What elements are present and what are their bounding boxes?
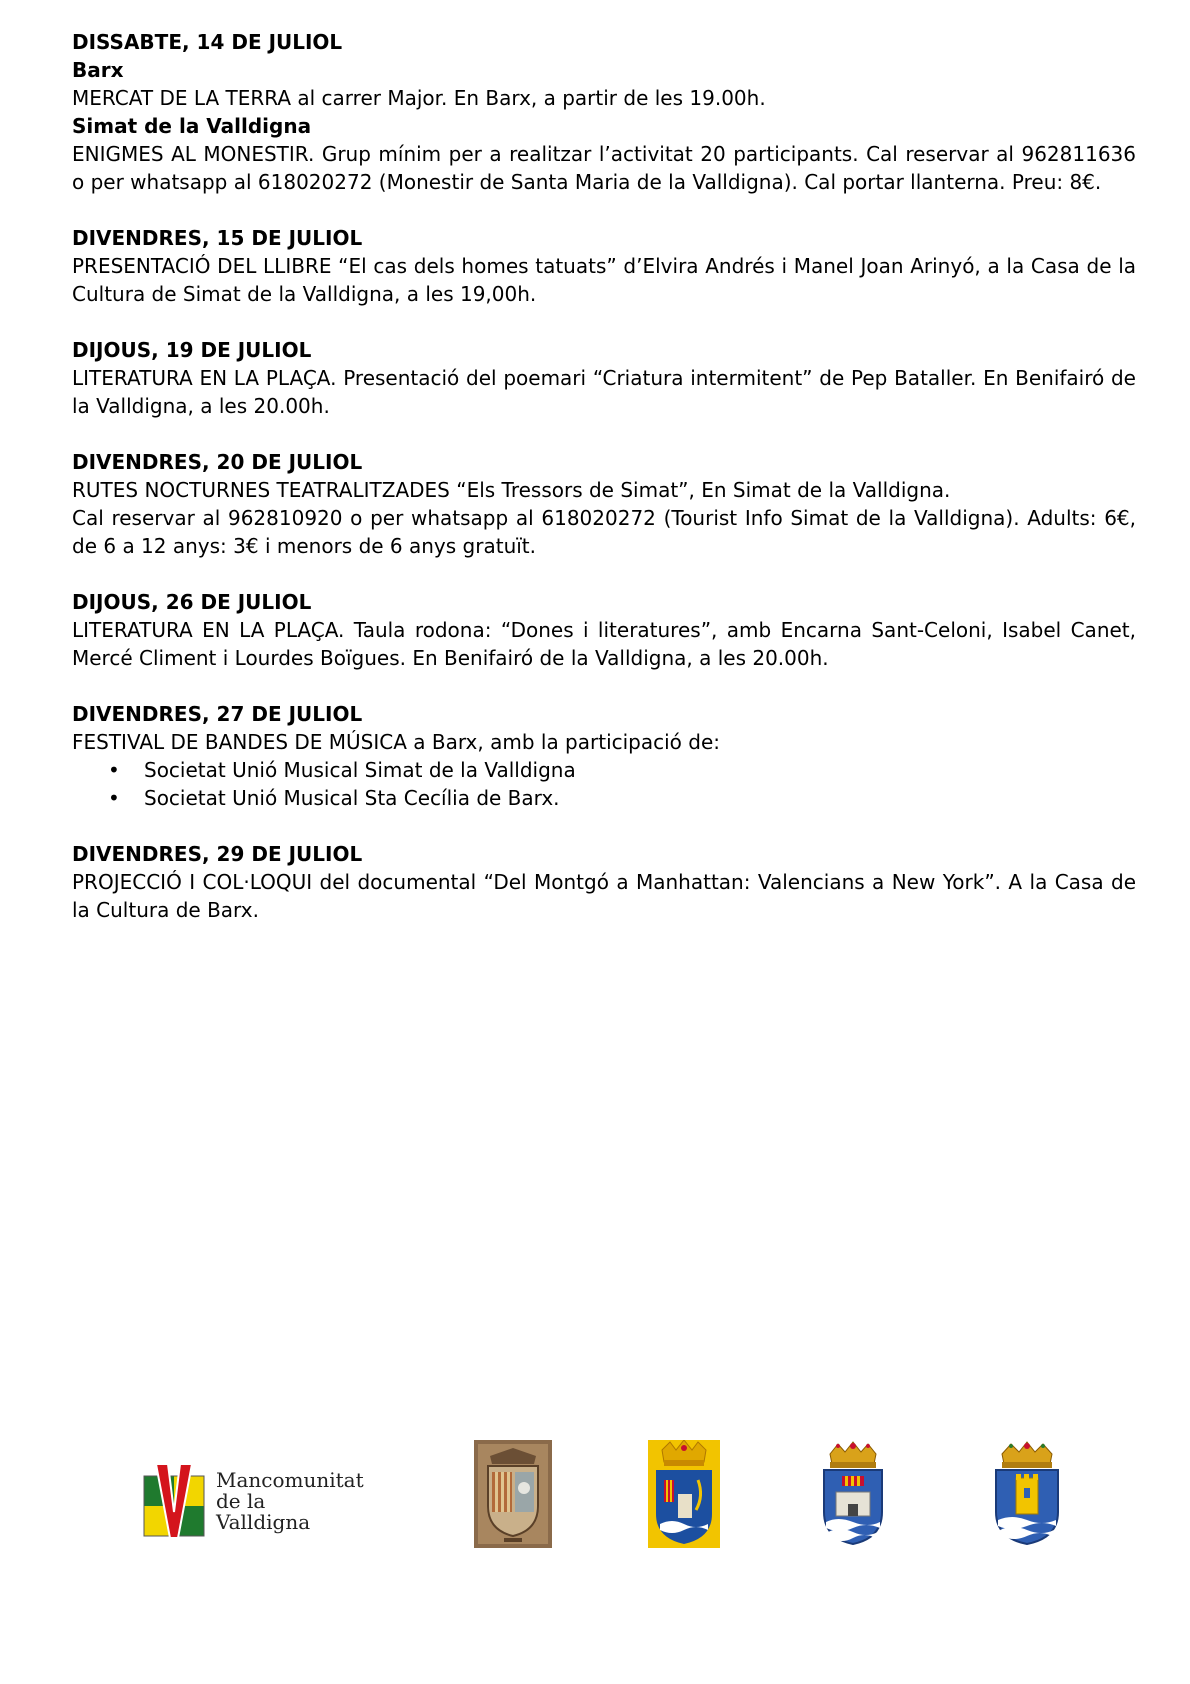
event-description: ENIGMES AL MONESTIR. Grup mínim per a realitzar l’activitat 20 participants. Cal reservar al 962811636 o per whatsapp al 618020272 (Monestir de Santa Maria de la Valldigna). Cal portar llanterna. Preu: 8€. [72,142,1136,194]
tavernes-shield-icon [990,1440,1064,1548]
event-description: PRESENTACIÓ DEL LLIBRE “El cas dels homes tatuats” d’Elvira Andrés i Manel Joan Arinyó, a la Casa de la Cultura de Simat de la Valldigna, a les 19,00h. [72,254,1136,306]
document-body [72,28,1136,952]
simat-shield-icon [648,1440,720,1548]
event-date: DIVENDRES, 29 DE JULIOL [72,842,363,866]
list-item [72,756,1136,784]
event-date: DIVENDRES, 20 DE JULIOL [72,450,363,474]
barx-shield-icon [474,1440,552,1548]
bullet-icon: • [108,758,120,782]
event-description: FESTIVAL DE BANDES DE MÚSICA a Barx, amb la participació de: [72,730,721,754]
event-location: Barx [72,58,124,82]
event-jul-14 [72,28,1136,196]
list-item-text: Societat Unió Musical Simat de la Valldigna [144,758,576,782]
simat-coat-of-arms [648,1440,720,1548]
event-jul-27 [72,700,1136,812]
mancomunitat-name [216,1470,364,1533]
mancomunitat-logo [142,1462,382,1542]
mancomunitat-line3: Valldigna [216,1510,311,1534]
list-item-text: Societat Unió Musical Sta Cecília de Barx. [144,786,560,810]
mancomunitat-line1: Mancomunitat [216,1468,364,1492]
event-description: RUTES NOCTURNES TEATRALITZADES “Els Tressors de Simat”, En Simat de la Valldigna. [72,478,951,502]
event-jul-29 [72,840,1136,924]
event-jul-20 [72,448,1136,560]
event-location: Simat de la Valldigna [72,114,312,138]
participants-list [72,756,1136,812]
event-jul-15 [72,224,1136,308]
event-date: DIVENDRES, 27 DE JULIOL [72,702,363,726]
event-description: LITERATURA EN LA PLAÇA. Presentació del poemari “Criatura intermitent” de Pep Bataller. En Benifairó de la Valldigna, a les 20.00h. [72,366,1136,418]
footer-logos [0,1440,1190,1560]
event-date: DIJOUS, 19 DE JULIOL [72,338,312,362]
tavernes-coat-of-arms [990,1440,1064,1548]
event-jul-26 [72,588,1136,672]
bullet-icon: • [108,786,120,810]
benifairo-coat-of-arms [818,1440,888,1548]
list-item [72,784,1136,812]
event-description: MERCAT DE LA TERRA al carrer Major. En Barx, a partir de les 19.00h. [72,86,766,110]
event-date: DIJOUS, 26 DE JULIOL [72,590,312,614]
benifairo-shield-icon [818,1440,888,1548]
event-description: PROJECCIÓ I COL·LOQUI del documental “Del Montgó a Manhattan: Valencians a New York”. A la Casa de la Cultura de Barx. [72,870,1136,922]
mancomunitat-emblem-icon [142,1462,206,1540]
event-date: DIVENDRES, 15 DE JULIOL [72,226,363,250]
event-description: Cal reservar al 962810920 o per whatsapp al 618020272 (Tourist Info Simat de la Valldigna). Adults: 6€, de 6 a 12 anys: 3€ i menors de 6 anys gratuït. [72,506,1136,558]
event-description: LITERATURA EN LA PLAÇA. Taula rodona: “Dones i literatures”, amb Encarna Sant-Celoni, Isabel Canet, Mercé Climent i Lourdes Boïgues. En Benifairó de la Valldigna, a les 20.00h. [72,618,1136,670]
event-jul-19 [72,336,1136,420]
mancomunitat-line2: de la [216,1489,266,1513]
barx-coat-of-arms [474,1440,552,1548]
event-date: DISSABTE, 14 DE JULIOL [72,30,343,54]
